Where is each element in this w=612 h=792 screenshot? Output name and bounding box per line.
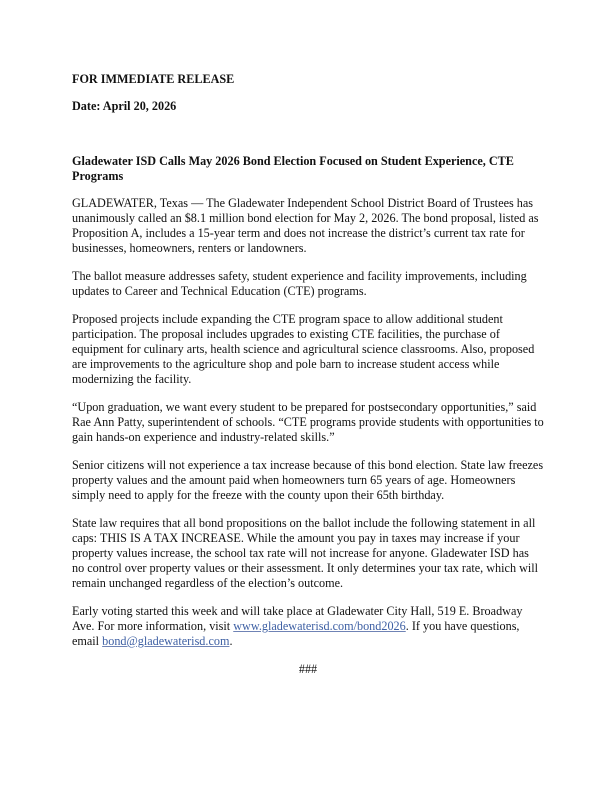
contact-text: . If you have questions, email [72, 619, 520, 648]
paragraph-intro: GLADEWATER, Texas — The Gladewater Independent School District Board of Trustees has unanimously called an $8.1 million bond election for May 2, 2026. The bond proposal, listed as Proposition A, includes a 15-year term and does not increase the district’s current tax rate for businesses, homeowners, renters or landowners. [72, 196, 539, 255]
headline: Gladewater ISD Calls May 2026 Bond Election Focused on Student Experience, CTE Programs [72, 154, 514, 183]
paragraph-ballot-measure: The ballot measure addresses safety, student experience and facility improvements, including updates to Career and Technical Education (CTE) programs. [72, 269, 527, 298]
release-date: Date: April 20, 2026 [72, 99, 177, 113]
end-marker: ### [298, 662, 318, 676]
closing-period: . [229, 634, 233, 648]
bond-email-link[interactable]: bond@gladewaterisd.com [102, 634, 230, 648]
paragraph-senior-citizens: Senior citizens will not experience a tax increase because of this bond election. State law freezes property values and the amount paid when homeowners turn 65 years of age. Homeowners simply need to apply for the freeze with the county upon their 65th birthday. [72, 458, 544, 502]
early-voting-text: Early voting started this week and will take place at Gladewater City Hall, 519 E. Broadway Ave. For more information, visit [72, 604, 523, 633]
paragraph-tax-statement: State law requires that all bond propositions on the ballot include the following statement in all caps: THIS IS A TAX INCREASE. While the amount you pay in taxes may increase if your property values increase, the school tax rate will not increase for anyone. Gladewater ISD has no control over property values or their assessment. It only determines your tax rate, which will remain unchanged regardless of the election’s outcome. [72, 516, 539, 590]
press-release-page [72, 72, 544, 689]
bond-website-link[interactable]: www.gladewaterisd.com/bond2026 [233, 619, 406, 633]
release-label: FOR IMMEDIATE RELEASE [72, 72, 235, 86]
paragraph-early-voting [72, 604, 544, 649]
paragraph-quote: “Upon graduation, we want every student to be prepared for postsecondary opportunities,” said Rae Ann Patty, superintendent of schools. “CTE programs provide students with opportunities to gain hands-on experience and industry-related skills.” [72, 400, 544, 444]
paragraph-proposed-projects: Proposed projects include expanding the CTE program space to allow additional student participation. The proposal includes upgrades to existing CTE facilities, the purchase of equipment for culinary arts, health science and agricultural science classrooms. Also, proposed are improvements to the agriculture shop and pole barn to increase student access while modernizing the facility. [72, 312, 535, 386]
